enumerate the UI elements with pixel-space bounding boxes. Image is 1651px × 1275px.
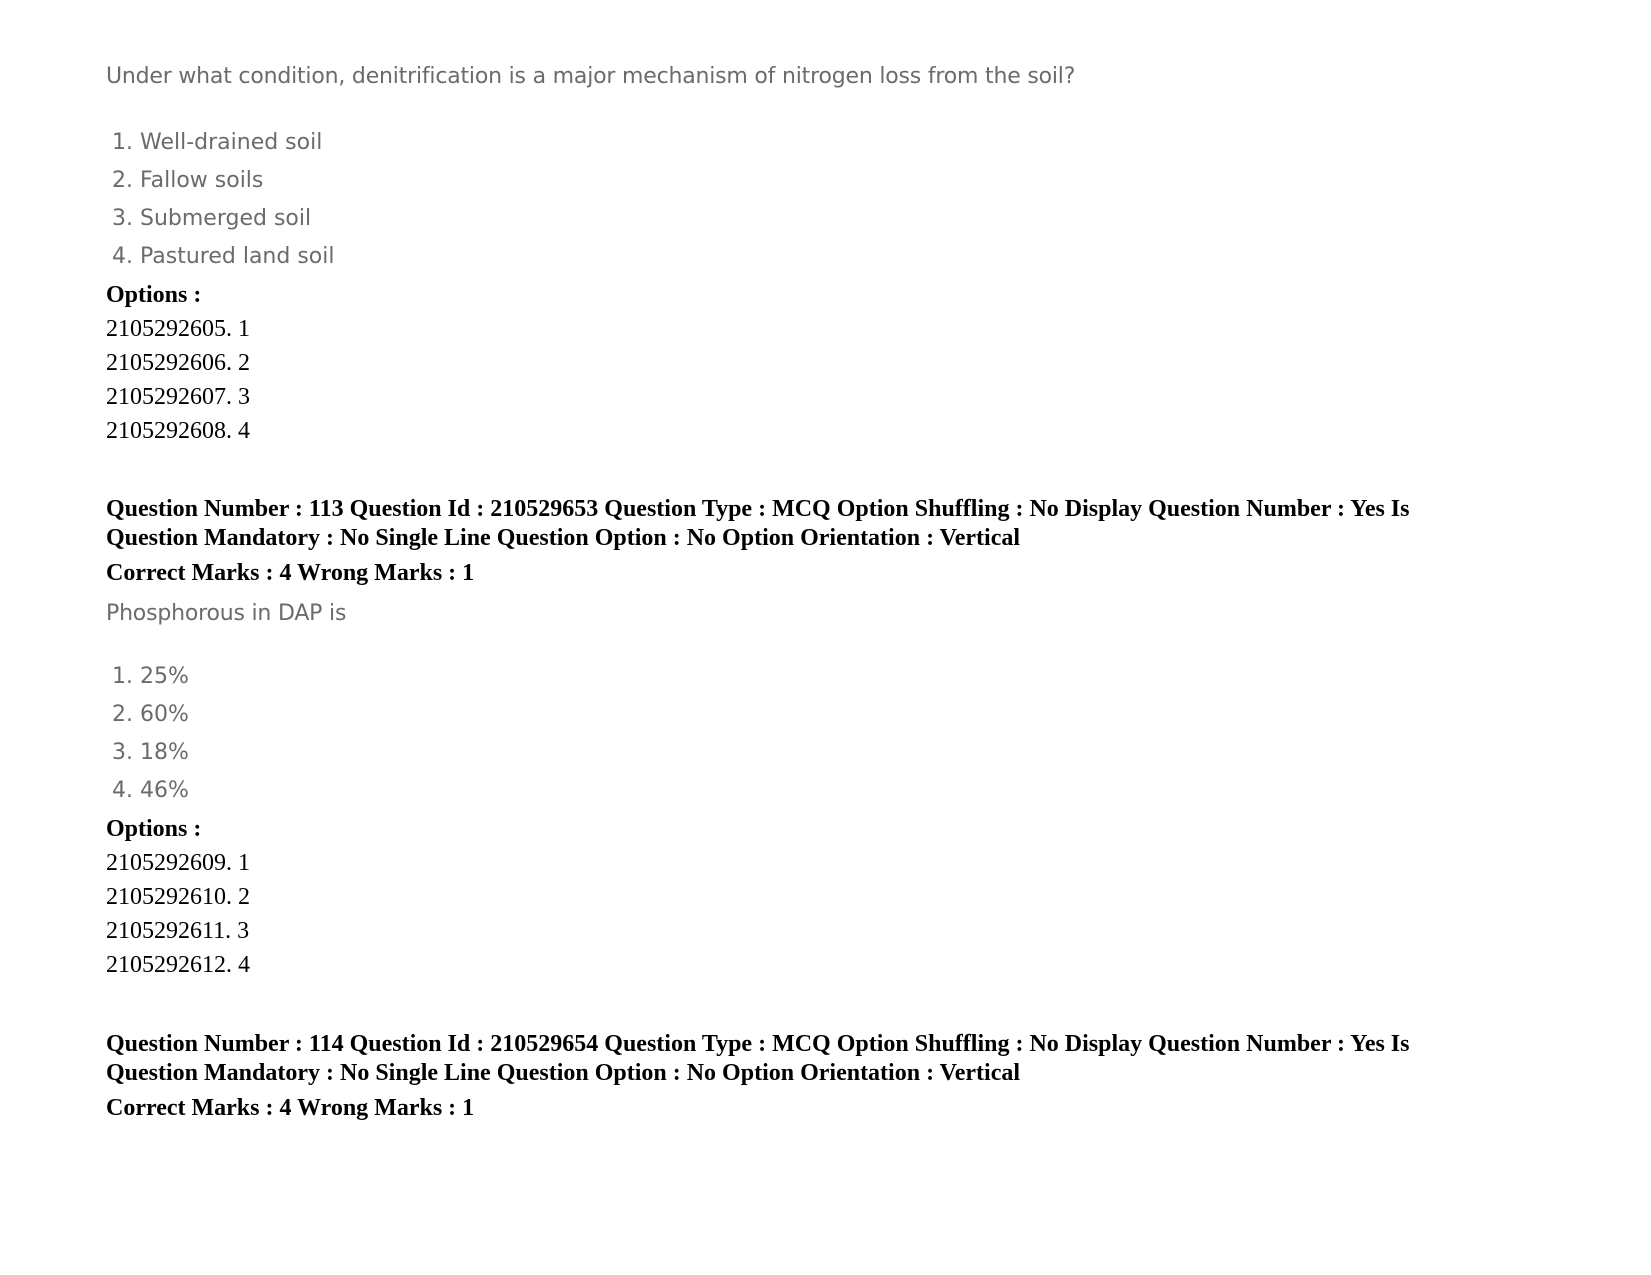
option-item: 2105292606. 2 [106,350,250,376]
option-item: 2105292611. 3 [106,918,250,944]
choice-item: 1. 25% [112,664,189,689]
question-113-text: Phosphorous in DAP is [106,601,347,626]
question-113-marks: Correct Marks : 4 Wrong Marks : 1 [106,560,475,586]
question-112-options-label: Options : [106,282,202,308]
option-item: 2105292608. 4 [106,418,250,444]
question-112-text: Under what condition, denitrification is a major mechanism of nitrogen loss from the soil? [106,64,1076,89]
choice-item: 1. Well-drained soil [112,130,323,155]
question-114-meta [106,1030,1556,1088]
option-item: 2105292605. 1 [106,316,250,342]
question-114-meta-line2: Question Mandatory : No Single Line Question Option : No Option Orientation : Vertical [106,1060,1021,1086]
question-113-options-label: Options : [106,816,202,842]
choice-item: 2. Fallow soils [112,168,264,193]
choice-item: 4. Pastured land soil [112,244,335,269]
choice-item: 4. 46% [112,778,189,803]
choice-item: 3. Submerged soil [112,206,312,231]
question-113-choices [106,658,1556,810]
option-item: 2105292610. 2 [106,884,250,910]
question-113-meta-line2: Question Mandatory : No Single Line Question Option : No Option Orientation : Vertical [106,525,1021,551]
question-113-meta [106,495,1556,553]
question-112-options [106,312,1556,448]
question-114-meta-line1: Question Number : 114 Question Id : 210529654 Question Type : MCQ Option Shuffling : No Display Question Number : Yes Is [106,1031,1410,1057]
question-114-marks: Correct Marks : 4 Wrong Marks : 1 [106,1095,475,1121]
option-item: 2105292607. 3 [106,384,250,410]
option-item: 2105292609. 1 [106,850,250,876]
option-item: 2105292612. 4 [106,952,250,978]
question-113-options [106,846,1556,982]
choice-item: 3. 18% [112,740,189,765]
question-112-choices [106,124,1556,276]
question-113-meta-line1: Question Number : 113 Question Id : 210529653 Question Type : MCQ Option Shuffling : No Display Question Number : Yes Is [106,496,1410,522]
choice-item: 2. 60% [112,702,189,727]
